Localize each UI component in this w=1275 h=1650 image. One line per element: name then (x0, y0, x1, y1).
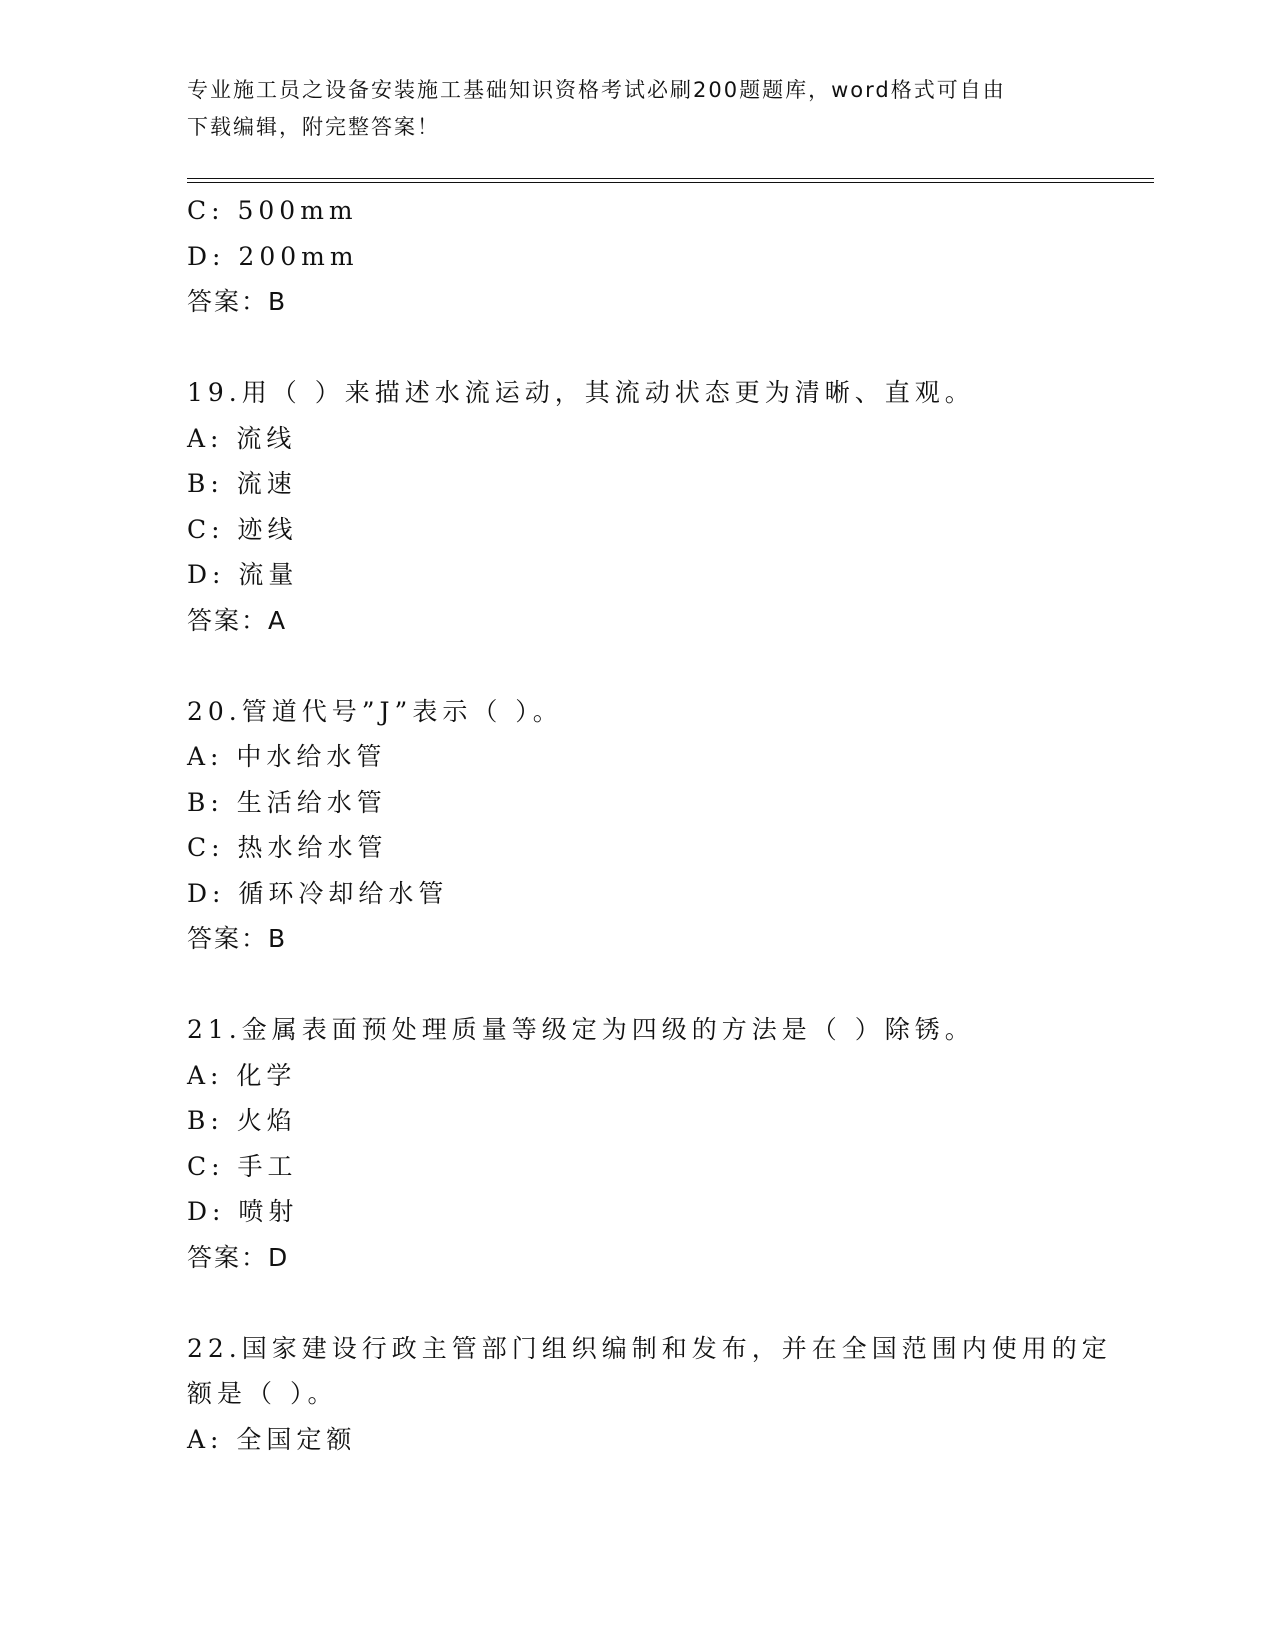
question-stem-line-2: 额是（ ）。 (187, 1379, 338, 1408)
question-22 (187, 1326, 1112, 1463)
option-d: D: 喷射 (187, 1197, 299, 1226)
question-stem: 19.用（ ）来描述水流运动，其流动状态更为清晰、直观。 (187, 378, 975, 407)
option-b: B: 火焰 (187, 1106, 297, 1135)
question-stem: 20.管道代号”J”表示（ ）。 (187, 696, 563, 726)
option-b: B: 生活给水管 (187, 787, 387, 817)
page-header (187, 72, 1087, 146)
header-title-line-1: 专业施工员之设备安装施工基础知识资格考试必刷200题题库，word格式可自由 (187, 78, 1006, 102)
question-18-continued (187, 188, 1087, 325)
question-19 (187, 370, 1087, 643)
option-a: A: 全国定额 (187, 1424, 357, 1454)
question-stem-line-1: 22.国家建设行政主管部门组织编制和发布，并在全国范围内使用的定 (187, 1333, 1112, 1363)
spacer (187, 962, 1087, 1008)
question-stem: 21.金属表面预处理质量等级定为四级的方法是（ ）除锈。 (187, 1015, 975, 1044)
option-c: C: 热水给水管 (187, 833, 388, 862)
answer-label: 答案：D (187, 1242, 290, 1272)
answer-label: 答案：B (187, 287, 288, 316)
spacer (187, 643, 1087, 689)
option-b: B: 流速 (187, 469, 297, 498)
question-list (187, 188, 1112, 1462)
option-a: A: 中水给水管 (187, 742, 387, 771)
header-divider (187, 178, 1154, 183)
option-a: A: 化学 (187, 1060, 297, 1090)
option-a: A: 流线 (187, 423, 297, 453)
spacer (187, 1280, 1087, 1326)
option-d: D: 200mm (187, 241, 359, 271)
spacer (187, 325, 1087, 371)
option-c: C: 500mm (187, 196, 358, 225)
option-c: C: 迹线 (187, 514, 298, 544)
question-21 (187, 1007, 1087, 1280)
option-d: D: 流量 (187, 560, 299, 589)
answer-label: 答案：B (187, 924, 288, 953)
option-d: D: 循环冷却给水管 (187, 878, 449, 908)
question-20 (187, 689, 1087, 962)
option-c: C: 手工 (187, 1151, 298, 1181)
answer-label: 答案：A (187, 605, 288, 635)
header-title-line-2: 下载编辑，附完整答案！ (187, 115, 440, 139)
